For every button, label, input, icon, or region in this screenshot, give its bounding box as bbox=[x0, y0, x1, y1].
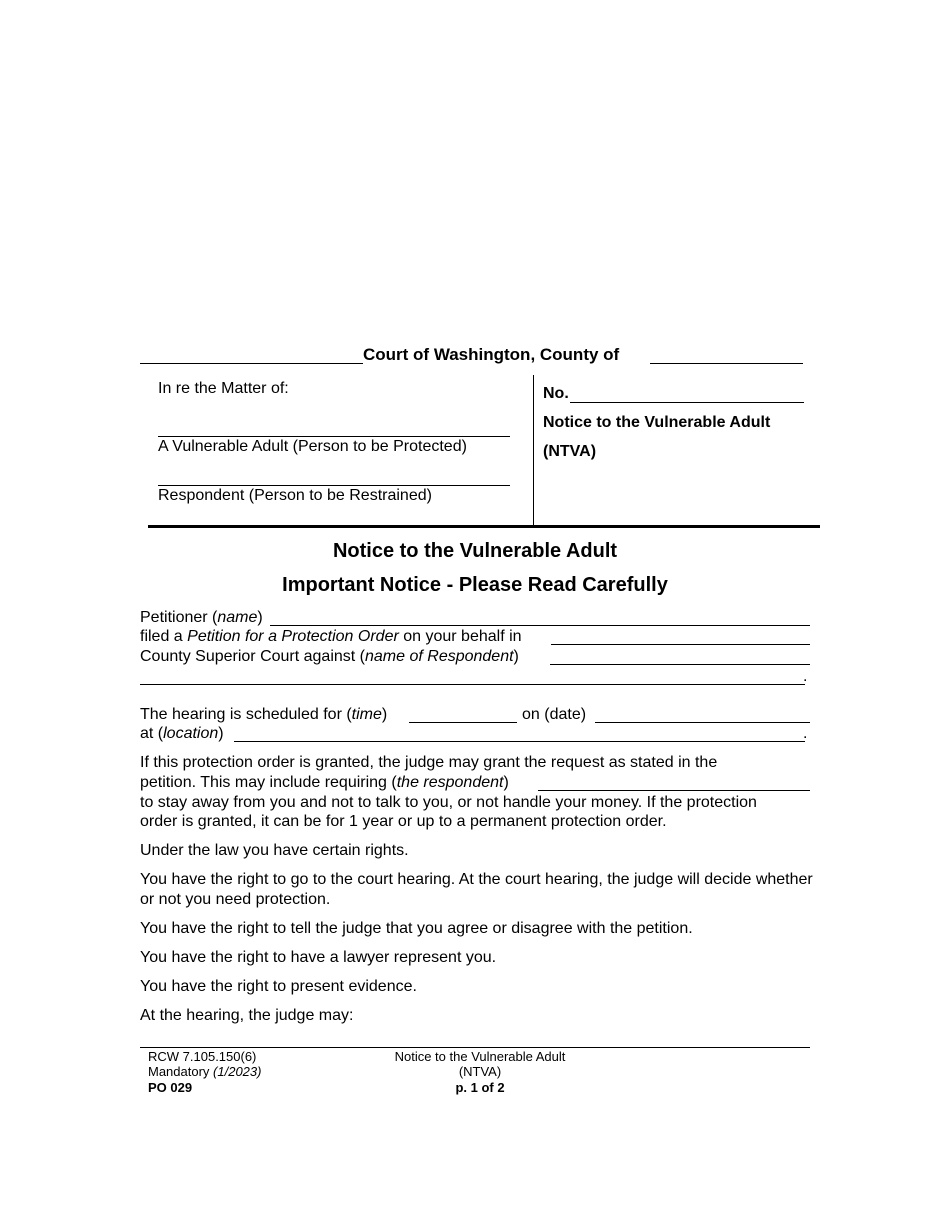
paragraph-right-hearing: You have the right to go to the court hearing. At the court hearing, the judge will decide whether or not you need protection. bbox=[140, 871, 813, 908]
case-number-blank[interactable] bbox=[570, 402, 804, 403]
caption-bottom-rule bbox=[148, 525, 820, 528]
footer-page-number: p. 1 of 2 bbox=[455, 1080, 505, 1095]
filed-line: filed a Petition for a Protection Order on your behalf in bbox=[140, 628, 522, 645]
footer-rcw: RCW 7.105.150(6) bbox=[148, 1049, 257, 1064]
paragraph-judge-may: At the hearing, the judge may: bbox=[140, 1007, 354, 1024]
caption-doc-abbrev: (NTVA) bbox=[543, 443, 597, 460]
respondent-label: Respondent (Person to be Restrained) bbox=[158, 487, 432, 504]
hearing-date-blank[interactable] bbox=[595, 722, 810, 723]
county-blank[interactable] bbox=[650, 363, 803, 364]
respondent-name-field-blank[interactable] bbox=[550, 664, 810, 665]
footer-mandatory: Mandatory (1/2023) bbox=[148, 1064, 262, 1079]
page-subtitle: Important Notice - Please Read Carefully bbox=[282, 574, 668, 596]
hearing-location-blank[interactable] bbox=[234, 741, 805, 742]
footer-doc-title: Notice to the Vulnerable Adult bbox=[394, 1049, 566, 1064]
vulnerable-adult-name-blank[interactable] bbox=[158, 436, 510, 437]
respondent-name-blank[interactable] bbox=[158, 485, 510, 486]
period-1: . bbox=[803, 668, 808, 685]
hearing-location-line: at (location) bbox=[140, 725, 224, 742]
paragraph-1-line-2: petition. This may include requiring (the respondent) bbox=[140, 774, 509, 791]
hearing-time-line: The hearing is scheduled for (time) bbox=[140, 706, 388, 723]
petitioner-name-blank[interactable] bbox=[270, 625, 810, 626]
footer-form-number: PO 029 bbox=[148, 1080, 193, 1095]
court-title: Court of Washington, County of bbox=[363, 345, 620, 364]
hearing-time-blank[interactable] bbox=[409, 722, 517, 723]
petitioner-line: Petitioner (name) bbox=[140, 609, 263, 626]
court-name-blank[interactable] bbox=[140, 363, 363, 364]
caption-divider bbox=[533, 375, 534, 527]
paragraph-1-line-3: to stay away from you and not to talk to you, or not handle your money. If the protection bbox=[140, 794, 757, 811]
paragraph-right-evidence: You have the right to present evidence. bbox=[140, 978, 417, 995]
vulnerable-adult-label: A Vulnerable Adult (Person to be Protected) bbox=[158, 438, 467, 455]
hearing-date-label: on (date) bbox=[522, 706, 587, 723]
in-re-label: In re the Matter of: bbox=[158, 380, 289, 397]
footer-rule bbox=[140, 1047, 810, 1048]
respondent-name-continued-blank[interactable] bbox=[140, 684, 805, 685]
paragraph-1-line-4: order is granted, it can be for 1 year or up to a permanent protection order. bbox=[140, 813, 667, 830]
footer-doc-abbrev: (NTVA) bbox=[458, 1064, 502, 1079]
page-title: Notice to the Vulnerable Adult bbox=[332, 540, 618, 562]
respondent-requirement-blank[interactable] bbox=[538, 790, 810, 791]
paragraph-1-line-1: If this protection order is granted, the judge may grant the request as stated in the bbox=[140, 754, 718, 771]
paragraph-right-lawyer: You have the right to have a lawyer represent you. bbox=[140, 949, 497, 966]
case-number-label: No. bbox=[543, 385, 569, 402]
paragraph-rights-intro: Under the law you have certain rights. bbox=[140, 842, 409, 859]
county-name-blank[interactable] bbox=[551, 644, 810, 645]
period-2: . bbox=[803, 725, 808, 742]
caption-doc-title: Notice to the Vulnerable Adult bbox=[543, 414, 771, 431]
paragraph-right-agree: You have the right to tell the judge that you agree or disagree with the petition. bbox=[140, 920, 693, 937]
county-court-line: County Superior Court against (name of Respondent) bbox=[140, 648, 519, 665]
